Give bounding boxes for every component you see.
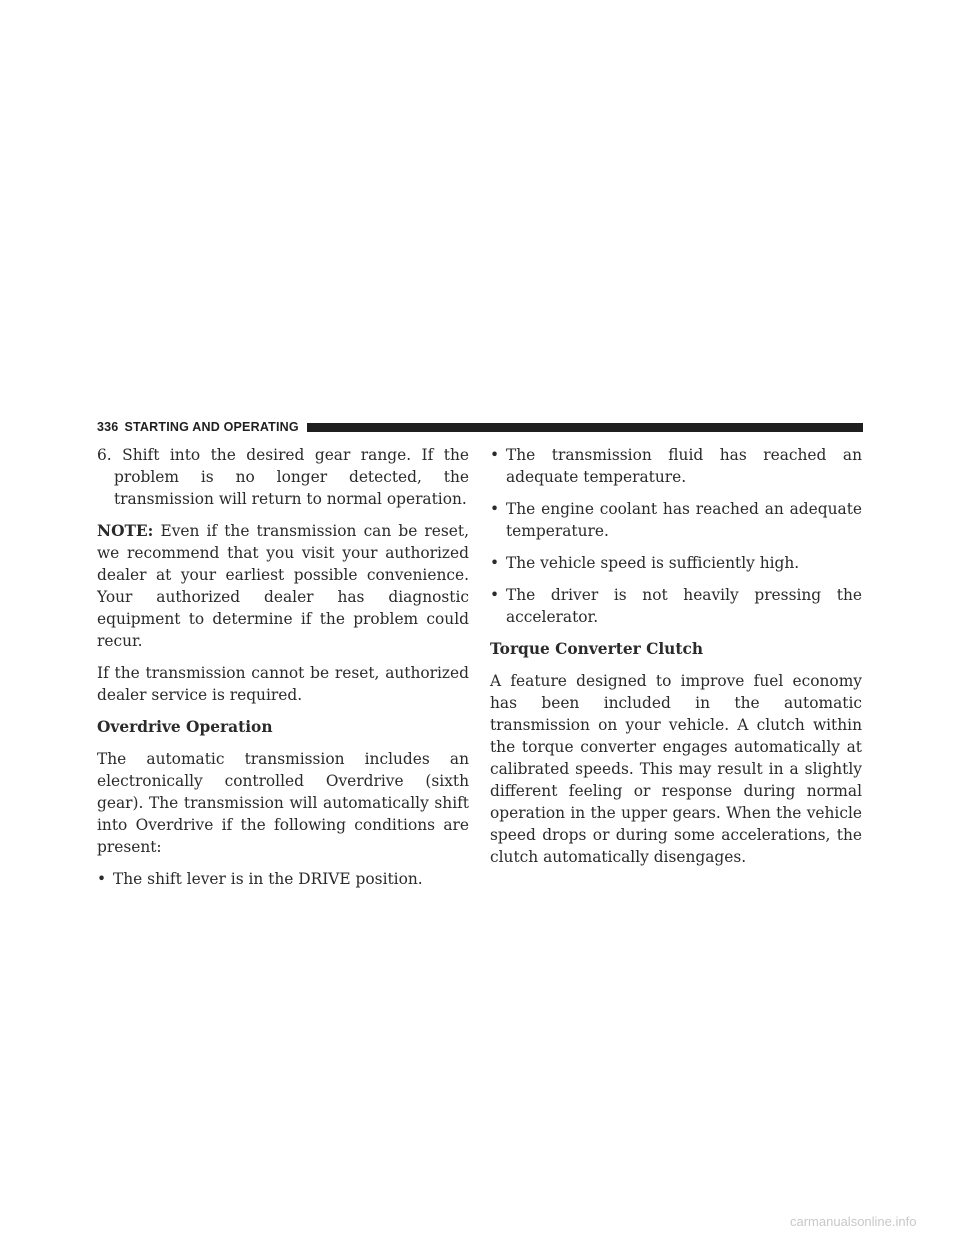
bullet-icon: •: [97, 870, 107, 888]
list-item: [97, 868, 469, 890]
header-rule: [307, 423, 863, 432]
section-title: STARTING AND OPERATING: [124, 420, 299, 434]
bullet-text: The driver is not heavily pressing the accelerator.: [506, 586, 862, 626]
list-item: [490, 584, 862, 628]
page-number: 336: [97, 420, 119, 434]
bullet-icon: •: [490, 554, 500, 572]
note-text: Even if the transmission can be reset, we recommend that you visit your authorized dealer at your earliest possible convenience. Your authorized dealer has diagnostic equipment to determine if the problem could recur.: [97, 522, 469, 650]
bullet-icon: •: [490, 586, 500, 604]
note-label: NOTE:: [97, 522, 154, 540]
step-text: Shift into the desired gear range. If the problem is no longer detected, the transmission will return to normal operation.: [114, 446, 469, 508]
header-text: [97, 420, 307, 434]
right-column: [490, 444, 862, 878]
watermark: carmanualsonline.info: [790, 1214, 917, 1229]
bullet-text: The engine coolant has reached an adequate temperature.: [506, 500, 862, 540]
note-paragraph: [97, 520, 469, 652]
bullet-icon: •: [490, 500, 500, 518]
bullet-text: The vehicle speed is sufficiently high.: [506, 554, 800, 572]
list-item: [490, 552, 862, 574]
list-item: [490, 498, 862, 542]
tcc-paragraph: A feature designed to improve fuel economy has been included in the automatic transmission on your vehicle. A clutch within the torque converter engages automatically at calibrated speeds. This may result in a slightly different feeling or response during normal operation in the upper gears. When the vehicle speed drops or during some accelerations, the clutch automatically disengages.: [490, 672, 862, 866]
left-column: [97, 444, 469, 900]
step-6: [97, 444, 469, 510]
tcc-heading: Torque Converter Clutch: [490, 640, 704, 658]
page-header: [97, 419, 863, 435]
bullet-text: The shift lever is in the DRIVE position.: [113, 870, 423, 888]
bullet-text: The transmission fluid has reached an adequate temperature.: [506, 446, 862, 486]
step-number: 6.: [97, 446, 112, 464]
list-item: [490, 444, 862, 488]
bullet-icon: •: [490, 446, 500, 464]
overdrive-heading: Overdrive Operation: [97, 718, 273, 736]
reset-paragraph: If the transmission cannot be reset, authorized dealer service is required.: [97, 664, 469, 704]
overdrive-paragraph: The automatic transmission includes an electronically controlled Overdrive (sixth gear). The transmission will automatically shift into Overdrive if the following conditions are present:: [97, 750, 469, 856]
